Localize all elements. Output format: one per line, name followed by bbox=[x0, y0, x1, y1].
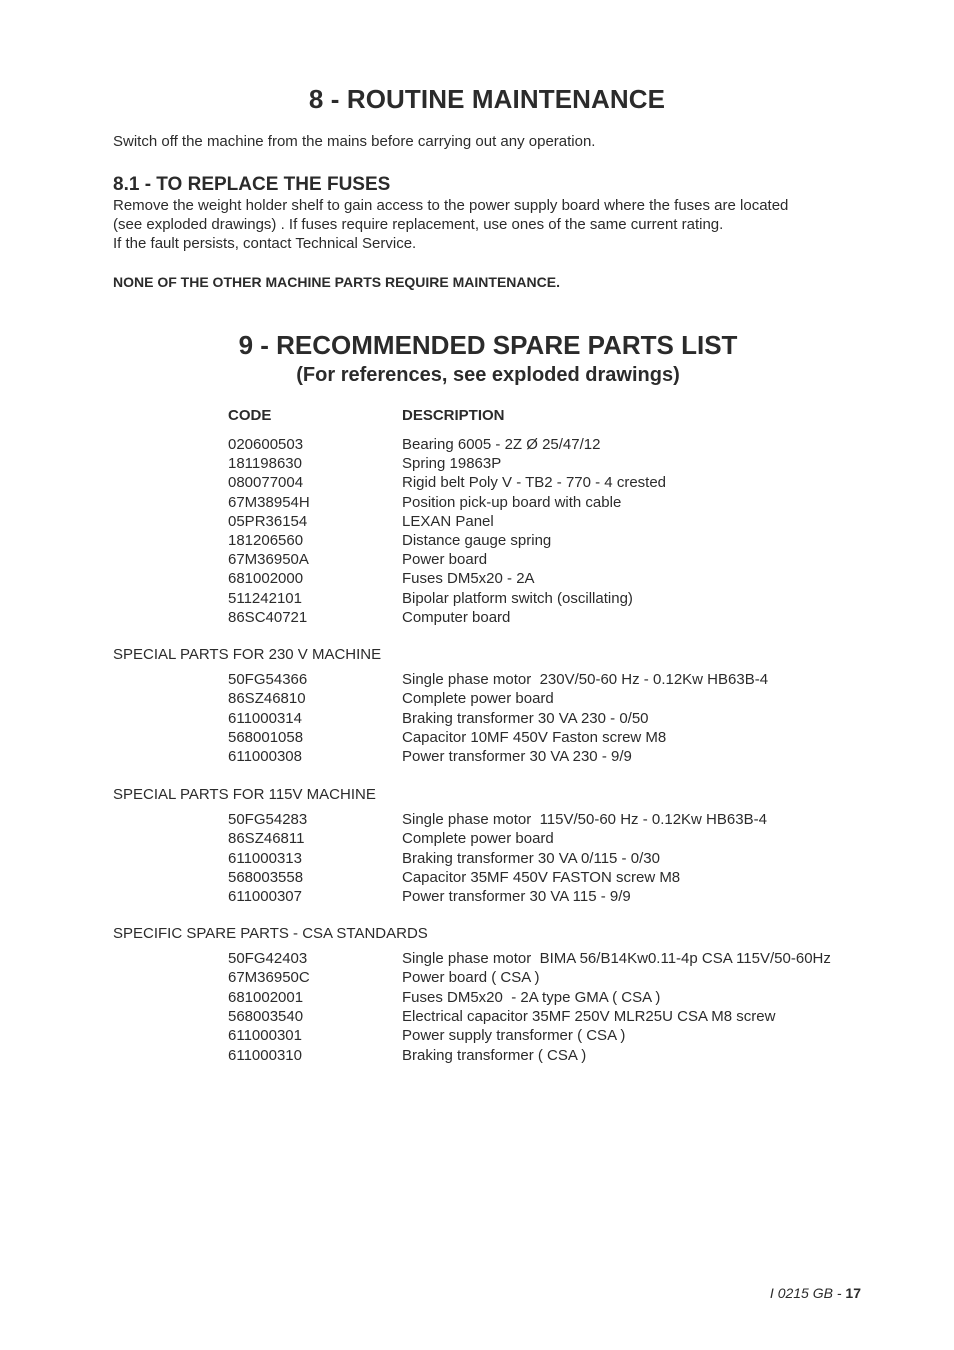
footer-separator: - bbox=[832, 1285, 846, 1301]
part-description: Single phase motor 230V/50-60 Hz - 0.12Kw HB63B-4 bbox=[402, 671, 769, 688]
part-code: 05PR36154 bbox=[228, 512, 308, 530]
part-description: Power transformer 30 VA 230 - 9/9 bbox=[402, 748, 632, 765]
part-code: 67M38954H bbox=[228, 493, 310, 511]
part-code: 611000301 bbox=[228, 1027, 302, 1045]
part-description: Electrical capacitor 35MF 250V MLR25U CSA M8 screw bbox=[402, 1007, 776, 1025]
group-label-230v: SPECIAL PARTS FOR 230 V MACHINE bbox=[113, 646, 382, 663]
part-description: Bipolar platform switch (oscillating) bbox=[402, 589, 633, 607]
part-code: 181198630 bbox=[228, 455, 302, 473]
part-code: 080077004 bbox=[228, 474, 304, 492]
part-description: Bearing 6005 - 2Z Ø 25/47/12 bbox=[402, 436, 601, 453]
part-description: Complete power board bbox=[402, 830, 554, 848]
part-description: LEXAN Panel bbox=[402, 512, 494, 530]
part-code: 86SZ46810 bbox=[228, 690, 306, 708]
part-description: Fuses DM5x20 - 2A type GMA ( CSA ) bbox=[402, 988, 661, 1006]
document-reference: I 0215 GB bbox=[769, 1285, 833, 1301]
maintenance-intro: Switch off the machine from the mains before carrying out any operation. bbox=[113, 133, 596, 150]
part-code: 611000307 bbox=[228, 888, 302, 905]
part-code: 568001058 bbox=[228, 728, 304, 746]
part-description: Capacitor 35MF 450V FASTON screw M8 bbox=[402, 868, 681, 886]
part-description: Spring 19863P bbox=[402, 455, 502, 473]
part-description: Rigid belt Poly V - TB2 - 770 - 4 crested bbox=[402, 474, 667, 492]
part-code: 611000314 bbox=[228, 709, 302, 727]
section-9-title: 9 - RECOMMENDED SPARE PARTS LIST bbox=[238, 330, 738, 360]
part-code: 50FG54283 bbox=[228, 811, 308, 828]
part-code: 568003558 bbox=[228, 868, 304, 886]
part-code: 50FG42403 bbox=[228, 950, 308, 967]
group-label-csa: SPECIFIC SPARE PARTS - CSA STANDARDS bbox=[113, 925, 428, 942]
part-code: 67M36950A bbox=[228, 551, 309, 569]
column-header-description: DESCRIPTION bbox=[402, 407, 505, 424]
part-code: 681002001 bbox=[228, 988, 304, 1006]
part-code: 181206560 bbox=[228, 532, 304, 549]
part-description: Complete power board bbox=[402, 690, 554, 708]
fuses-body-line-1: Remove the weight holder shelf to gain access to the power supply board where the fuses are located bbox=[113, 197, 789, 214]
part-description: Braking transformer 30 VA 0/115 - 0/30 bbox=[402, 849, 660, 867]
column-header-code: CODE bbox=[228, 407, 272, 424]
part-code: 611000308 bbox=[228, 748, 302, 765]
part-code: 86SZ46811 bbox=[228, 830, 305, 848]
part-code: 511242101 bbox=[228, 589, 302, 607]
group-label-115v: SPECIAL PARTS FOR 115V MACHINE bbox=[113, 786, 376, 803]
part-description: Braking transformer ( CSA ) bbox=[402, 1046, 587, 1064]
part-description: Braking transformer 30 VA 230 - 0/50 bbox=[402, 709, 649, 727]
part-description: Distance gauge spring bbox=[402, 532, 552, 549]
page-footer bbox=[770, 1285, 861, 1301]
fuses-subtitle: 8.1 - TO REPLACE THE FUSES bbox=[113, 174, 391, 195]
part-description: Power supply transformer ( CSA ) bbox=[402, 1027, 626, 1045]
fuses-body-line-3: If the fault persists, contact Technical Service. bbox=[113, 235, 417, 252]
part-description: Single phase motor BIMA 56/B14Kw0.11-4p CSA 115V/50-60Hz bbox=[402, 950, 831, 967]
section-9-subtitle: (For references, see exploded drawings) bbox=[296, 364, 680, 386]
part-code: 86SC40721 bbox=[228, 608, 308, 626]
page-number: 17 bbox=[845, 1285, 861, 1301]
part-description: Fuses DM5x20 - 2A bbox=[402, 570, 535, 588]
part-code: 50FG54366 bbox=[228, 671, 308, 688]
part-description: Power board bbox=[402, 551, 488, 569]
part-description: Power transformer 30 VA 115 - 9/9 bbox=[402, 888, 631, 905]
part-code: 611000313 bbox=[228, 849, 302, 867]
maintenance-warning: NONE OF THE OTHER MACHINE PARTS REQUIRE MAINTENANCE. bbox=[113, 274, 560, 290]
part-code: 67M36950C bbox=[228, 969, 310, 987]
part-description: Capacitor 10MF 450V Faston screw M8 bbox=[402, 728, 667, 746]
part-code: 568003540 bbox=[228, 1007, 304, 1025]
section-8-title: 8 - ROUTINE MAINTENANCE bbox=[308, 84, 666, 114]
part-description: Single phase motor 115V/50-60 Hz - 0.12Kw HB63B-4 bbox=[402, 811, 767, 828]
part-description: Computer board bbox=[402, 608, 511, 626]
part-code: 681002000 bbox=[228, 570, 304, 588]
part-code: 611000310 bbox=[228, 1046, 302, 1064]
fuses-body-line-2: (see exploded drawings) . If fuses require replacement, use ones of the same current rating. bbox=[113, 216, 724, 233]
part-description: Position pick-up board with cable bbox=[402, 493, 622, 511]
part-code: 020600503 bbox=[228, 436, 304, 453]
part-description: Power board ( CSA ) bbox=[402, 969, 540, 987]
